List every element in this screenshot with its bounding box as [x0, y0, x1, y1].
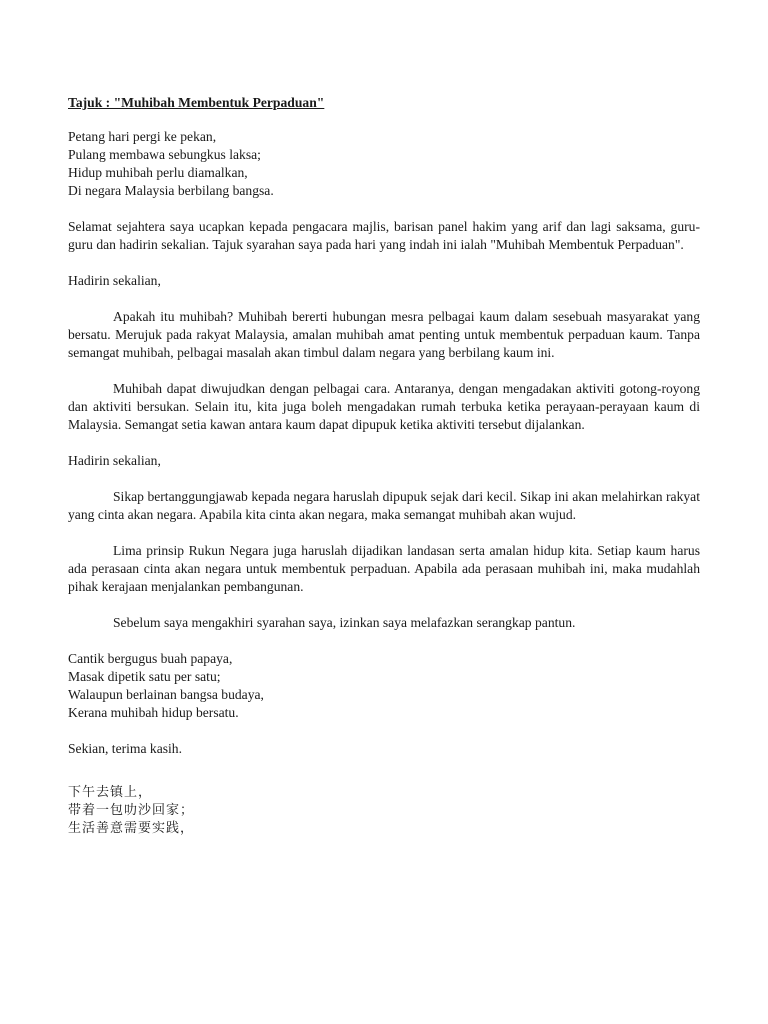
chinese-pantun [68, 784, 700, 838]
salutation: Hadirin sekalian, [68, 273, 161, 288]
pantun-line: Walaupun berlainan bangsa budaya, [68, 687, 264, 702]
pantun-line: Masak dipetik satu per satu; [68, 669, 221, 684]
pantun-line: Kerana muhibah hidup bersatu. [68, 705, 239, 720]
opening-pantun [68, 128, 700, 200]
body-paragraph-3: Sikap bertanggungjawab kepada negara haruslah dipupuk sejak dari kecil. Sikap ini akan melahirkan rakyat yang cinta akan negara. Apabila kita cinta akan negara, maka semangat muhibah akan wujud. [68, 489, 700, 522]
body-paragraph-4: Lima prinsip Rukun Negara juga haruslah dijadikan landasan serta amalan hidup kita. Setiap kaum harus ada perasaan cinta akan negara untuk membentuk perpaduan. Apabila ada perasaan muhibah ini, maka mudahlah pihak kerajaan menjalankan pembangunan. [68, 543, 700, 594]
closing-remark: Sekian, terima kasih. [68, 741, 183, 756]
body-paragraph-2: Muhibah dapat diwujudkan dengan pelbagai cara. Antaranya, dengan mengadakan aktiviti gotong-royong dan aktiviti bersukan. Selain itu, kita juga boleh mengadakan rumah terbuka ketika perayaan-perayaan kaum di Malaysia. Semangat setia kawan antara kaum dapat dipupuk ketika aktiviti tersebut dijalankan. [68, 381, 700, 432]
salutation: Hadirin sekalian, [68, 453, 161, 468]
body-paragraph-1: Apakah itu muhibah? Muhibah bererti hubungan mesra pelbagai kaum dalam sesebuah masyarakat yang bersatu. Merujuk pada rakyat Malaysia, amalan muhibah amat penting untuk membentuk perpaduan kaum. Tanpa semangat muhibah, pelbagai masalah akan timbul dalam negara yang berbilang kaum ini. [68, 309, 700, 360]
pantun-line: Hidup muhibah perlu diamalkan, [68, 165, 248, 180]
document-page [68, 94, 700, 856]
chinese-pantun-line: 带着一包叻沙回家； [68, 803, 195, 818]
greeting-paragraph: Selamat sejahtera saya ucapkan kepada pengacara majlis, barisan panel hakim yang arif dan lagi saksama, guru-guru dan hadirin sekalian. Tajuk syarahan saya pada hari yang indah ini ialah "Muhibah Membentuk Perpaduan". [68, 219, 700, 252]
document-title: Tajuk : "Muhibah Membentuk Perpaduan" [68, 95, 325, 110]
chinese-pantun-line: 下午去镇上， [68, 785, 153, 800]
closing-pantun [68, 650, 700, 722]
pantun-line: Pulang membawa sebungkus laksa; [68, 147, 261, 162]
pantun-line: Di negara Malaysia berbilang bangsa. [68, 183, 274, 198]
chinese-pantun-line: 生活善意需要实践， [68, 821, 195, 836]
pantun-line: Cantik bergugus buah papaya, [68, 651, 233, 666]
body-paragraph-5: Sebelum saya mengakhiri syarahan saya, izinkan saya melafazkan serangkap pantun. [113, 615, 576, 630]
pantun-line: Petang hari pergi ke pekan, [68, 129, 217, 144]
